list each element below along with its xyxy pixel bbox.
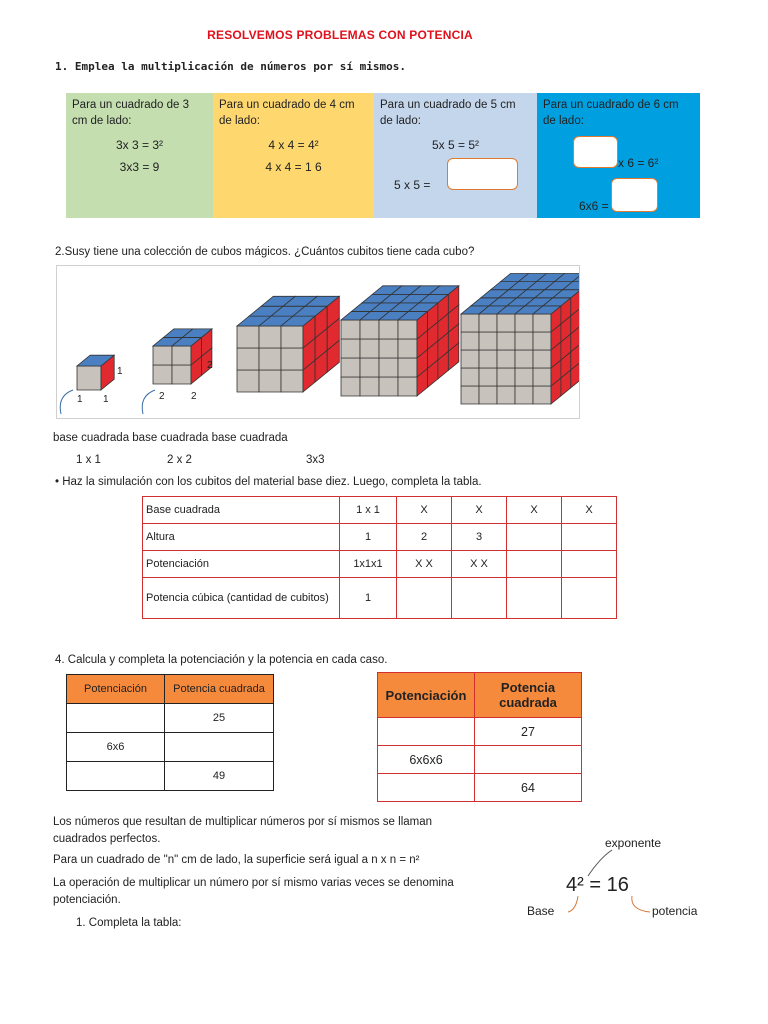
table-cell: Potenciación — [143, 551, 340, 578]
table-cell: X — [397, 497, 452, 524]
cube-dim-label: 1 — [117, 366, 123, 377]
cube-front-cell — [515, 350, 533, 368]
table-cell: Base cuadrada — [143, 497, 340, 524]
square-label: Para un cuadrado de 4 cm — [219, 99, 355, 111]
cube-front-cell — [515, 332, 533, 350]
cube-front-cell — [341, 339, 360, 358]
cube-front-cell — [479, 314, 497, 332]
table-cell: 6x6 — [67, 733, 165, 762]
paragraph: potenciación. — [53, 894, 121, 906]
mult-label: 1 x 1 — [76, 454, 101, 466]
cube-front-cell — [461, 314, 479, 332]
table-cell[interactable] — [562, 578, 617, 619]
cube-front-cell — [360, 377, 379, 396]
table-cell: X — [562, 497, 617, 524]
cube-power-table — [377, 672, 582, 802]
paragraph: La operación de multiplicar un número por sí mismo varias veces se denomina — [53, 877, 454, 889]
table-cell[interactable] — [378, 718, 475, 746]
table-cell[interactable] — [475, 746, 582, 774]
question-1: 1. Emplea la multiplicación de números por sí mismos. — [55, 60, 406, 73]
cube-front-cell — [341, 320, 360, 339]
cube-front-cell — [497, 368, 515, 386]
paragraph: Los números que resultan de multiplicar números por sí mismos se llaman — [53, 816, 433, 828]
cubes-illustration — [56, 265, 580, 419]
power-label: potencia — [652, 904, 698, 918]
table-row — [67, 733, 274, 762]
cube-dim-label: 2 — [159, 391, 165, 402]
table-cell: 1x1x1 — [340, 551, 397, 578]
table-cell: 64 — [475, 774, 582, 802]
diagram-arrows — [560, 830, 730, 930]
square-line: 5x 5 = 5² — [431, 138, 480, 152]
cube-front-cell — [497, 386, 515, 404]
cube-front-cell — [281, 348, 303, 370]
cube-front-cell — [259, 326, 281, 348]
cube-front-cell — [398, 339, 417, 358]
table-row — [378, 746, 582, 774]
cube-front-cell — [281, 326, 303, 348]
answer-box[interactable] — [447, 158, 518, 190]
table-cell: 1 x 1 — [340, 497, 397, 524]
paragraph: cuadrados perfectos. — [53, 833, 161, 845]
power-equation: 4² = 16 — [566, 874, 629, 896]
table-cell: 49 — [165, 762, 274, 791]
table-cell: X — [452, 497, 507, 524]
cube-front-cell — [379, 358, 398, 377]
cube-front-cell — [379, 377, 398, 396]
exponent-label: exponente — [605, 836, 662, 850]
cube-front-cell — [479, 386, 497, 404]
cube-front-cell — [153, 346, 172, 365]
table-cell: X — [507, 497, 562, 524]
square-6cm — [537, 93, 700, 218]
table-row — [378, 718, 582, 746]
cube-front-cell — [172, 365, 191, 384]
table-header: Potenciación — [378, 673, 475, 718]
square-line: 4 x 4 = 1 6 — [265, 160, 322, 174]
table-row — [378, 673, 582, 718]
table-row — [67, 704, 274, 733]
cubes-svg — [57, 266, 579, 418]
cube-front-cell — [515, 314, 533, 332]
table-cell[interactable] — [562, 524, 617, 551]
question-4: 4. Calcula y completa la potenciación y la potencia en cada caso. — [55, 654, 388, 666]
table-cell[interactable] — [507, 551, 562, 578]
cube-front-cell — [153, 365, 172, 384]
table-cell: Potencia cúbica (cantidad de cubitos) — [143, 578, 340, 619]
table-header: Potencia cuadrada — [165, 675, 274, 704]
table-cell: 1 — [340, 524, 397, 551]
table-cell[interactable] — [562, 551, 617, 578]
cube-front-cell — [461, 386, 479, 404]
cube-front-cell — [360, 320, 379, 339]
answer-box[interactable] — [611, 178, 658, 212]
pointer-arrow — [60, 390, 73, 414]
cubic-power-table — [142, 496, 617, 619]
square-label: Para un cuadrado de 3 — [72, 99, 190, 111]
table-cell: 25 — [165, 704, 274, 733]
table-row — [67, 762, 274, 791]
cube-front-cell — [533, 386, 551, 404]
square-3cm — [66, 93, 213, 218]
cube-front-cell — [398, 377, 417, 396]
cube-front-cell — [479, 368, 497, 386]
cube-front-cell — [533, 350, 551, 368]
table-header: Potenciación — [67, 675, 165, 704]
square-label: Para un cuadrado de 5 cm — [380, 99, 516, 111]
list-item: 1. Completa la tabla: — [76, 917, 182, 929]
base-label: Base — [527, 904, 555, 918]
base-line: base cuadrada base cuadrada base cuadrada — [53, 432, 288, 444]
cube-front-cell — [259, 348, 281, 370]
table-row — [143, 524, 617, 551]
cube-front-cell — [497, 314, 515, 332]
cube-front-cell — [533, 332, 551, 350]
square-5cm — [374, 93, 537, 218]
table-cell[interactable] — [378, 774, 475, 802]
cube-front-cell — [479, 350, 497, 368]
square-line: x 6 = 6² — [618, 156, 659, 170]
cube-dim-label: 2 — [207, 360, 213, 371]
cube-front-cell — [281, 370, 303, 392]
table-cell[interactable] — [507, 524, 562, 551]
table-cell: 3 — [452, 524, 507, 551]
square-line: 6x6 = — [579, 199, 609, 213]
mult-label: 2 x 2 — [167, 454, 192, 466]
table-row — [143, 578, 617, 619]
cube-front-cell — [515, 368, 533, 386]
cube-front-cell — [259, 370, 281, 392]
cube-front-cell — [237, 348, 259, 370]
square-line: 3x3 = 9 — [119, 160, 160, 174]
square-label: de lado: — [380, 115, 421, 127]
table-cell: 27 — [475, 718, 582, 746]
pointer-arrow — [142, 390, 155, 414]
page-title: RESOLVEMOS PROBLEMAS CON POTENCIA — [207, 28, 473, 42]
table-row — [143, 497, 617, 524]
cube-front-cell — [497, 350, 515, 368]
table-cell[interactable] — [507, 578, 562, 619]
cube-front-cell — [360, 358, 379, 377]
table-cell[interactable] — [452, 578, 507, 619]
cube-front-cell — [360, 339, 379, 358]
table-row — [67, 675, 274, 704]
cube-dim-label: 1 — [77, 394, 83, 405]
mult-label: 3x3 — [306, 454, 325, 466]
cube-front-cell — [461, 368, 479, 386]
square-4cm — [213, 93, 374, 218]
cube-front-cell — [533, 314, 551, 332]
table-cell: X X — [452, 551, 507, 578]
cube-front-cell — [461, 332, 479, 350]
cube-front-cell — [398, 358, 417, 377]
table-cell[interactable] — [397, 578, 452, 619]
paragraph: Para un cuadrado de "n" cm de lado, la superficie será igual a n x n = n² — [53, 854, 420, 866]
question-2: 2.Susy tiene una colección de cubos mágicos. ¿Cuántos cubitos tiene cada cubo? — [55, 246, 475, 258]
table-cell[interactable] — [67, 762, 165, 791]
square-line: 3x 3 = 3² — [115, 138, 164, 152]
square-line: 4 x 4 = 4² — [268, 138, 319, 152]
square-label: de lado: — [543, 115, 584, 127]
square-power-table — [66, 674, 274, 791]
table-header: Potencia cuadrada — [475, 673, 582, 718]
instruction-bullet: • Haz la simulación con los cubitos del material base diez. Luego, completa la tabla. — [55, 476, 482, 488]
cube-front-cell — [77, 366, 101, 390]
cube-dim-label: 2 — [191, 391, 197, 402]
table-row — [378, 774, 582, 802]
cube-front-cell — [341, 377, 360, 396]
cube-front-cell — [237, 326, 259, 348]
table-cell: 2 — [397, 524, 452, 551]
table-cell[interactable] — [165, 733, 274, 762]
cube-front-cell — [172, 346, 191, 365]
cube-front-cell — [515, 386, 533, 404]
table-cell: X X — [397, 551, 452, 578]
cube-front-cell — [533, 368, 551, 386]
cube-dim-label: 1 — [103, 394, 109, 405]
cube-front-cell — [398, 320, 417, 339]
square-label: cm de lado: — [72, 115, 132, 127]
table-cell: Altura — [143, 524, 340, 551]
squares-row — [66, 93, 700, 218]
cube-front-cell — [341, 358, 360, 377]
cube-front-cell — [479, 332, 497, 350]
square-label: de lado: — [219, 115, 260, 127]
power-diagram — [527, 830, 730, 930]
cube-front-cell — [379, 339, 398, 358]
cube-front-cell — [379, 320, 398, 339]
table-row — [143, 551, 617, 578]
table-cell: 6x6x6 — [378, 746, 475, 774]
cube-front-cell — [237, 370, 259, 392]
table-cell[interactable] — [67, 704, 165, 733]
cube-front-cell — [461, 350, 479, 368]
square-label: Para un cuadrado de 6 cm — [543, 99, 679, 111]
square-line: 5 x 5 = — [394, 178, 431, 192]
answer-box[interactable] — [573, 136, 618, 168]
cube-front-cell — [497, 332, 515, 350]
table-cell: 1 — [340, 578, 397, 619]
